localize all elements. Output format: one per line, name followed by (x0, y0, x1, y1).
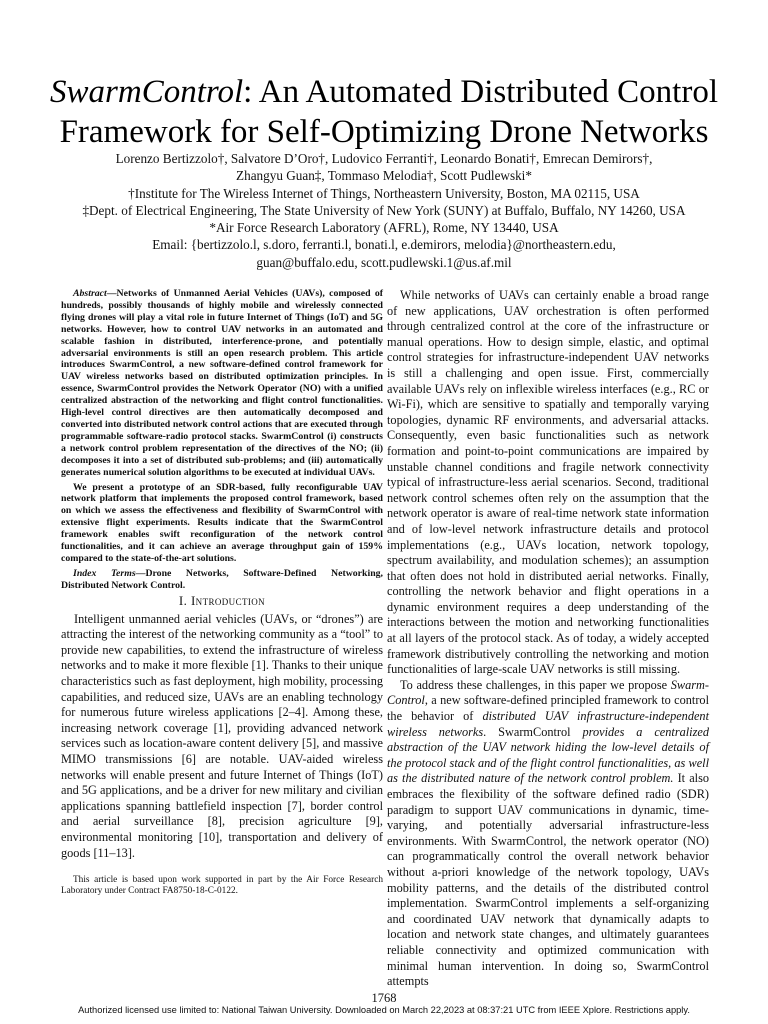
authorized-use-notice: Authorized licensed use limited to: National Taiwan University. Downloaded on March 22,2023 at 08:37:21 UTC from IEEE Xplore. Restrictions apply. (78, 1005, 690, 1015)
affiliation-line: ‡Dept. of Electrical Engineering, The State University of New York (SUNY) at Buffalo, Buffalo, NY 14260, USA (82, 202, 686, 218)
affiliation-line: *Air Force Research Laboratory (AFRL), Rome, NY 13440, USA (209, 220, 559, 236)
index-terms (61, 568, 383, 592)
body-emphasis: Swarm-Control (387, 677, 709, 708)
left-column (61, 288, 383, 898)
body-emphasis: distributed UAV infrastructure-independent wireless networks (387, 709, 709, 739)
email-line: guan@buffalo.edu, scott.pudlewski.1@us.af.mil (256, 254, 512, 270)
abstract-paragraph: We present a prototype of an SDR-based, fully reconfigurable UAV network platform that implements the proposed control framework, based on which we assess the effectiveness and flexibility of SwarmControl with extensive flight experiments. Results indicate that the SwarmControl framework enables swift reconfiguration of the network control functionalities, and it can achieve an average throughput gain of 159% compared to the state-of-the-art solutions. (61, 481, 383, 564)
right-column (387, 288, 709, 990)
index-terms-label: Index Terms (73, 567, 136, 579)
author-line: Lorenzo Bertizzolo†, Salvatore D’Oro†, Ludovico Ferranti†, Leonardo Bonati†, Emrecan Demirors†, (115, 151, 653, 166)
body-text-run: . SwarmControl (483, 724, 583, 739)
body-paragraph (387, 678, 709, 990)
body-text-run: It also embraces the flexibility of the software defined radio (SDR) paradigm to support UAV communications in dynamic, time-varying, and potentially adversarial infrastructure-less environments. With SwarmControl, the network operator (NO) can programmatically control the overall network behavior without a-priori knowledge of the network topology, UAVs mobility patterns, and the details of the distributed control implementation. SwarmControl implements a self-organizing and coordinated UAV network that dynamically adapts to location and network state changes, and ultimately guarantees reliable connectivity and optimized communication with minimal human intervention. In doing so, SwarmControl attempts (387, 771, 709, 989)
affiliation-line: †Institute for The Wireless Internet of Things, Northeastern University, Boston, MA 02115, USA (128, 185, 640, 201)
intro-body (61, 612, 383, 862)
section-heading (61, 593, 383, 608)
body-emphasis: provides a centralized abstraction of the UAV network hiding the low-level details of the protocol stack and of the flight control functionalities, as well as the distributed nature of the network control problem. (387, 724, 709, 786)
abstract-label: Abstract (73, 288, 107, 299)
index-terms-text: —Drone Networks, Software-Defined Networking, Distributed Network Control. (61, 567, 383, 591)
abstract-paragraph (61, 288, 383, 479)
title-italic-part: SwarmControl (50, 74, 244, 110)
body-text-run: To address these challenges, in this paper we propose (400, 677, 671, 692)
body-text-run: , a new software-defined principled framework to control the behavior of (387, 693, 709, 724)
section-title: Introduction (190, 592, 266, 608)
title-main-part: : An Automated Distributed Control Framework for Self-Optimizing Drone Networks (59, 74, 718, 150)
paper-title (40, 72, 728, 152)
author-block (40, 150, 728, 271)
email-line: Email: {bertizzolo.l, s.doro, ferranti.l, bonati.l, e.demirors, melodia}@northeastern.edu, (152, 237, 616, 253)
page-number: 1768 (371, 991, 397, 1005)
body-paragraph: Intelligent unmanned aerial vehicles (UAVs, or “drones”) are attracting the interest of the networking community as a “tool” to provide new capabilities, to extend the infrastructure of wireless networks and to make it more flexible [1]. Thanks to their unique characteristics such as fast deployment, high mobility, processing capabilities, and reduced size, UAVs are an enabling technology for numerous future wireless applications [2–4]. Among these, increasing network coverage [1], providing advanced network services such as location-aware content delivery [5], and massive MIMO transmissions [6] are notable. UAV-aided wireless networks will enable present and future Internet of Things (IoT) and 5G applications, and be a driver for new military and civilian applications spanning battlefield inspection [7], border control and aerial surveillance [8], precision agriculture [9], environmental monitoring [10], transportation and delivery of goods [11–13]. (61, 611, 383, 860)
abstract-text: —Networks of Unmanned Aerial Vehicles (UAVs), composed of hundreds, possibly thousands of highly mobile and wirelessly connected flying drones will play a vital role in future Internet of Things (IoT) and 5G networks. However, how to control UAV networks in an automated and scalable fashion in distributed, interference-prone, and potentially adversarial environments is still an open research problem. This article introduces SwarmControl, a new software-defined control framework for UAV wireless networks based on distributed optimization principles. In essence, SwarmControl provides the Network Operator (NO) with a unified centralized abstraction of the networking and flight control functionalities. High-level control directives are then automatically decomposed and converted into distributed network control actions that are executed through programmable software-radio protocol stacks. SwarmControl (i) constructs a network control problem representation of the directives of the NO; (ii) decomposes it into a set of distributed sub-problems; and (iii) automatically generates numerical solution algorithms to be executed at individual UAVs. (61, 288, 383, 478)
abstract (61, 288, 383, 592)
author-line: Zhangyu Guan‡, Tommaso Melodia†, Scott Pudlewski* (236, 168, 532, 184)
body-paragraph: While networks of UAVs can certainly enable a broad range of new applications, UAV orchestration is often performed through centralized control at the core of the infrastructure or manual operations. How to design simple, elastic, and optimal control strategies for infrastructure-independent UAV networks is still a challenging and open issue. First, commercially available UAVs rely on inflexible wireless interfaces (e.g., RC or Wi-Fi), which are sensitive to spatially and temporally varying topologies, dynamic RF environments, and adversarial attacks. Consequently, even basic functionalities such as network formation and point-to-point communications are impaired by unstable channel conditions and fragile network connectivity typical of infrastructure-less aerial scenarios. Second, traditional network control schemes often rely on the assumption that the network operator is aware of real-time network state information and of low-level network infrastructure details and protocol implementations (e.g., UAVs location, network topology, spectrum availability, and modulation schemes); an assumption that often does not hold in distributed aerial networks. Finally, controlling the network behavior and flight operations in a dynamic environment requires a deep understanding of the interactions between the motion and networking functionalities at all layers of the protocol stack. As of today, a widely accepted framework distributively controlling the networking and motion functionalities of large-scale UAV networks is still missing. (387, 288, 709, 677)
funding-footnote: This article is based upon work supported in part by the Air Force Research Laboratory under Contract FA8750-18-C-0122. (61, 875, 383, 897)
right-body (387, 288, 709, 990)
section-number: I. (178, 592, 188, 608)
